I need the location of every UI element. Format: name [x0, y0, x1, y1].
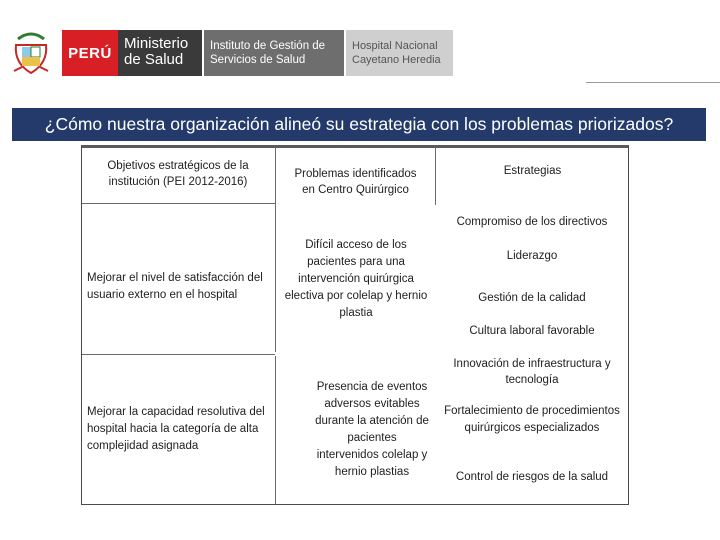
strategy-item: Control de riesgos de la salud	[455, 471, 609, 483]
header-divider	[586, 82, 720, 83]
row-divider	[82, 354, 275, 355]
institute-logo: Instituto de Gestión de Servicios de Salud	[204, 30, 344, 76]
objective-1: Mejorar el nivel de satisfacción del usuario externo en el hospital	[87, 272, 263, 301]
strategy-item: Compromiso de los directivos	[456, 216, 608, 228]
objective-2: Mejorar la capacidad resolutiva del hospital hacia la categoría de alta complejidad asignada	[87, 406, 265, 452]
strategy-item: Liderazgo	[506, 250, 558, 262]
header-problems: Problemas identificados en Centro Quirúrgico	[294, 168, 417, 196]
header-objectives: Objetivos estratégicos de la institución (PEI 2012-2016)	[107, 160, 249, 188]
institution-logos	[12, 27, 442, 79]
column-divider	[435, 147, 436, 205]
strategy-item: Innovación de infraestructura y tecnología	[453, 358, 611, 386]
strategy-item: Fortalecimiento de procedimientos quirúrgicos especializados	[444, 405, 620, 434]
header-strategies: Estrategias	[503, 165, 562, 177]
page-title: ¿Cómo nuestra organización alineó su estrategia con los problemas priorizados?	[12, 108, 706, 141]
problem-2: Presencia de eventos adversos evitables durante la atención de pacientes intervenidos colelap y hernio plastias	[315, 381, 429, 478]
ministry-logo: Ministerio de Salud	[118, 30, 202, 76]
row-divider	[82, 203, 275, 204]
peru-label: PERÚ	[62, 30, 118, 76]
strategy-item: Cultura laboral favorable	[469, 325, 595, 337]
national-coat-of-arms-icon	[12, 31, 50, 75]
column-divider	[275, 356, 276, 504]
strategy-item: Gestión de la calidad	[478, 292, 586, 304]
problem-1: Difícil acceso de los pacientes para una intervención quirúrgica electiva por colelap y hernio plastia	[284, 239, 428, 319]
hospital-logo: Hospital Nacional Cayetano Heredia	[346, 30, 453, 76]
